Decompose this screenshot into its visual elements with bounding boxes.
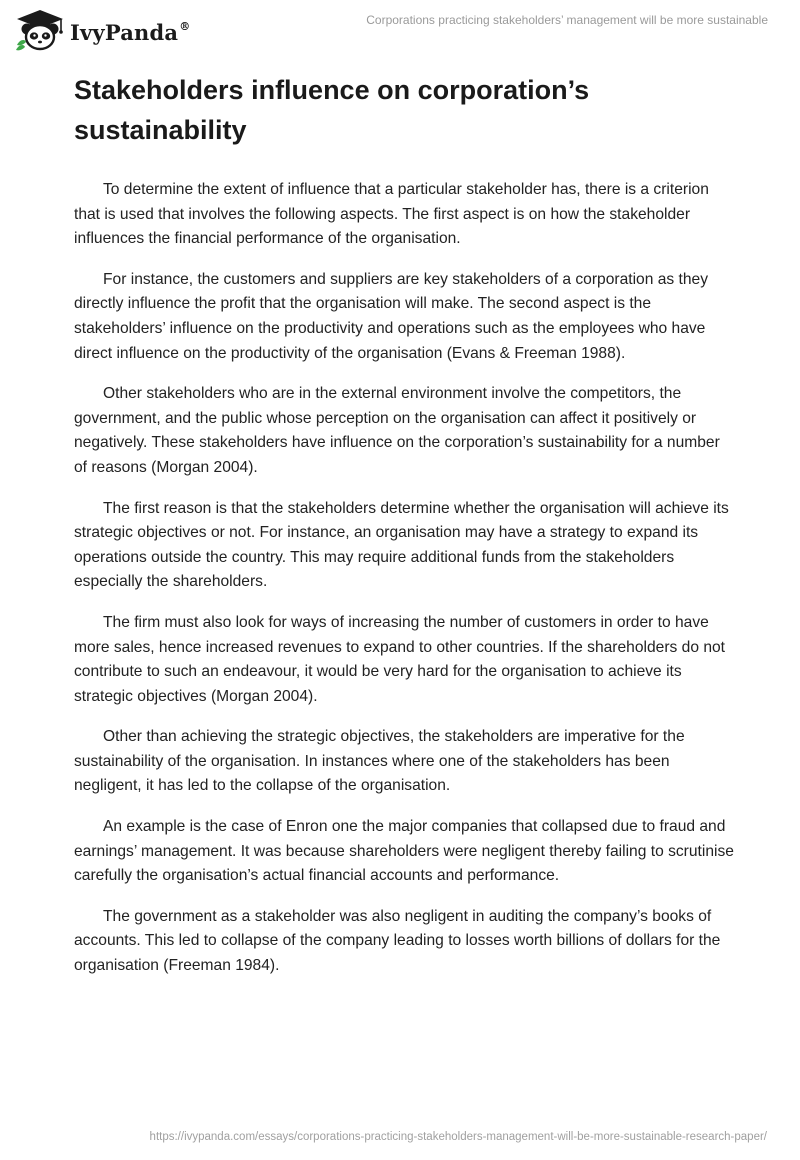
panda-graduate-icon (14, 9, 66, 51)
paragraph: An example is the case of Enron one the major companies that collapsed due to fraud and earnings’ management. It was because shareholders were negligent thereby failing to scrutinise carefully the organisation’s actual financial accounts and performance. (74, 818, 734, 885)
paragraph: The firm must also look for ways of increasing the number of customers in order to have more sales, hence increased revenues to expand to other countries. If the shareholders do not contribute to such an endeavour, it would be very hard for the organisation to achieve its strategic objectives (Morgan 2004). (74, 613, 726, 705)
paragraph: The government as a stakeholder was also negligent in auditing the company’s books of accounts. This led to collapse of the company leading to losses worth billions of dollars for the organisation (Freeman 1984). (74, 907, 721, 975)
logo-wordmark: IvyPanda® (70, 19, 191, 45)
page-header (0, 0, 800, 56)
paragraph: Other than achieving the strategic objectives, the stakeholders are imperative for the sustainability of the organisation. In instances where one of the stakeholders has been negligent, it has led to the collapse of the organisation. (74, 728, 685, 795)
paragraph: The first reason is that the stakeholders determine whether the organisation will achieve its strategic objectives or not. For instance, an organisation may have a strategy to expand its operations outside the country. This may require additional funds from the stakeholders especially the shareholders. (74, 499, 729, 591)
source-url[interactable]: https://ivypanda.com/essays/corporations-practicing-stakeholders-management-will-be-more-sustainable-research-paper/ (149, 1131, 767, 1143)
running-title: Corporations practicing stakeholders’ management will be more sustainable (366, 13, 768, 27)
article-body (74, 70, 734, 995)
ivypanda-logo[interactable] (14, 9, 190, 51)
paragraph: Other stakeholders who are in the external environment involve the competitors, the government, and the public whose perception on the organisation can affect it positively or negatively. These stakeholders have influence on the corporation’s sustainability for a number of reasons (Morgan 2004). (74, 385, 720, 476)
paragraph: To determine the extent of influence that a particular stakeholder has, there is a criterion that is used that involves the following aspects. The first aspect is on how the stakeholder influences the financial performance of the organisation. (74, 181, 709, 248)
page-title: Stakeholders influence on corporation’s sustainability (74, 75, 590, 145)
paragraph: For instance, the customers and suppliers are key stakeholders of a corporation as they directly influence the profit that the organisation will make. The second aspect is the stakeholders’ influence on the productivity and operations such as the employees who have direct influence on the productivity of the organisation (Evans & Freeman 1988). (74, 270, 709, 362)
